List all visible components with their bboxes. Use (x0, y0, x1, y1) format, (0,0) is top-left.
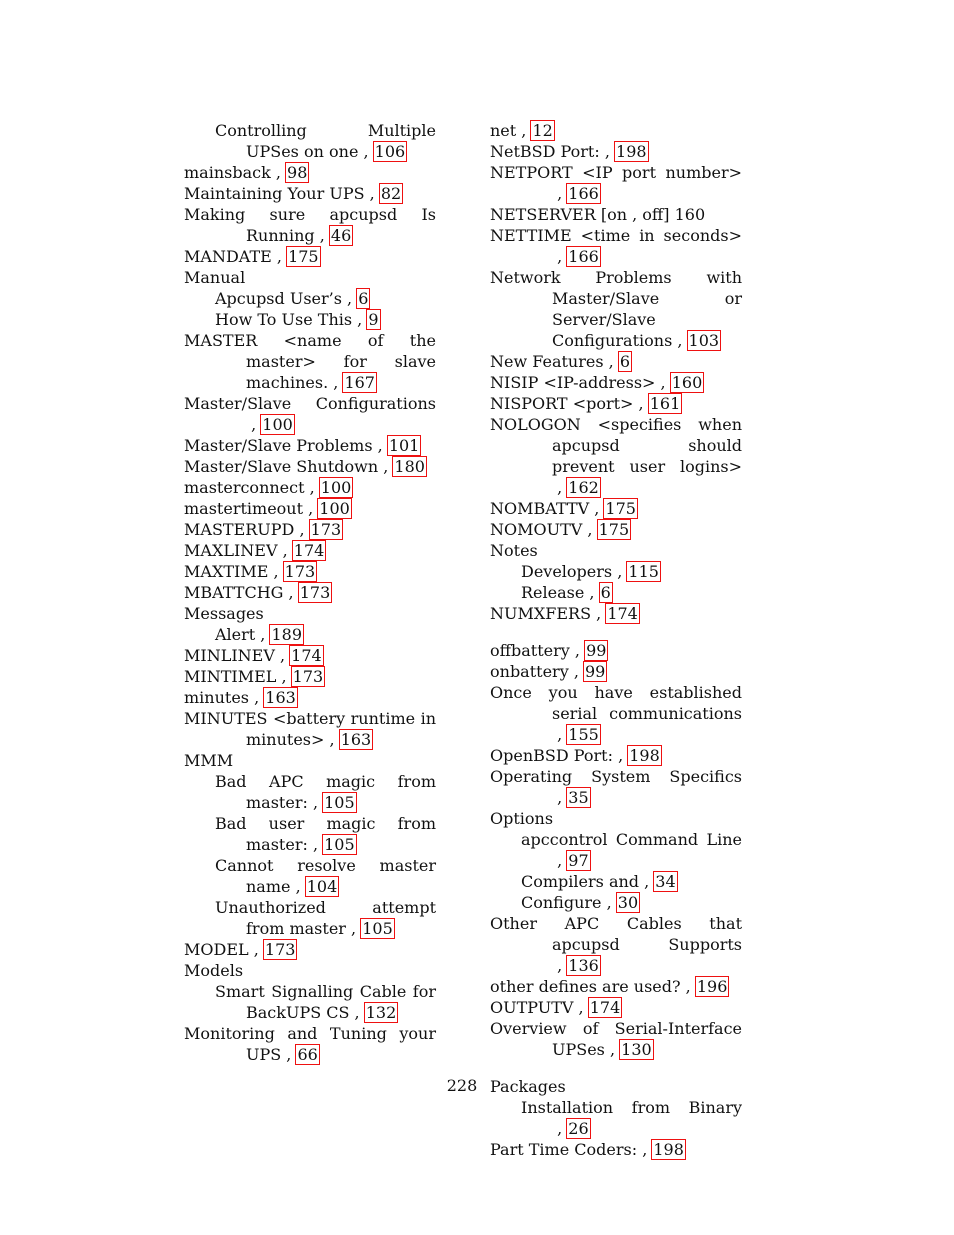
page-ref-link[interactable]: 174 (589, 998, 621, 1017)
index-entry-release (490, 582, 742, 603)
index-entry-how-to-use-this (184, 309, 436, 330)
index-entry-part-time-coders (490, 1139, 742, 1160)
page-ref-link[interactable]: 198 (629, 746, 660, 765)
index-entry-offbattery (490, 640, 742, 661)
index-term: Manual (184, 268, 246, 287)
index-term: MAXLINEV (184, 541, 278, 560)
page-ref-link[interactable]: 166 (568, 247, 599, 266)
page-ref-link[interactable]: 198 (616, 142, 647, 161)
ref-separator: , (655, 373, 671, 392)
index-term: Other APC Cables that apcupsd Supports (490, 914, 742, 954)
ref-separator: , (604, 1040, 621, 1059)
ref-separator: , (349, 1003, 365, 1022)
index-entry-smart-signalling-cable-for-backups-cs (184, 981, 436, 1023)
index-entry-numxfers (490, 603, 742, 624)
index-entry-monitoring-and-tuning-your-ups (184, 1023, 436, 1065)
index-entry-master-slave-configurations (184, 393, 436, 435)
index-term: MINTIMEL (184, 667, 277, 686)
page-ref-link[interactable]: 132 (365, 1003, 397, 1022)
ref-separator: , (358, 142, 374, 161)
page-ref-link[interactable]: 105 (362, 919, 393, 938)
index-term: Overview of Serial-Interface UPSes (490, 1019, 742, 1059)
ref-separator: , (612, 562, 628, 581)
page-ref-link[interactable]: 66 (297, 1045, 318, 1064)
ref-separator: , (552, 788, 568, 807)
ref-separator: , (569, 641, 586, 660)
page-ref-link[interactable]: 173 (264, 940, 296, 959)
index-term: NETPORT <IP port number> (490, 163, 742, 182)
index-term: Master/Slave Shutdown (184, 457, 379, 476)
index-term: Apcupsd User’s (215, 289, 342, 308)
ref-separator: , (268, 562, 284, 581)
page-ref-link[interactable]: 103 (688, 331, 720, 350)
page-ref-link[interactable]: 105 (324, 835, 355, 854)
page-ref-link[interactable]: 12 (532, 121, 553, 140)
ref-separator: , (552, 478, 568, 497)
index-term: MINLINEV (184, 646, 275, 665)
ref-separator: , (591, 604, 607, 623)
ref-separator: , (276, 667, 292, 686)
index-term: NOMBATTV (490, 499, 590, 518)
index-entry-netbsd-port (490, 141, 742, 162)
index-entry-nettime-time-in-seconds (490, 225, 742, 267)
page-ref-link[interactable]: 82 (380, 184, 402, 203)
page-ref-link[interactable]: 189 (271, 625, 303, 644)
index-term: MMM (184, 751, 234, 770)
page-ref-link[interactable]: 30 (617, 893, 639, 912)
page-ref-link[interactable]: 106 (374, 142, 406, 161)
page-ref-link[interactable]: 162 (568, 478, 599, 497)
index-term: MANDATE (184, 247, 272, 266)
index-term: Cannot resolve master name (215, 856, 436, 896)
ref-separator: , (271, 247, 288, 266)
index-term: mastertimeout (184, 499, 304, 518)
ref-separator: , (274, 646, 291, 665)
page-ref-link[interactable]: 46 (330, 226, 352, 245)
index-entry-maxlinev (184, 540, 436, 561)
index-term: apccontrol Command Line (521, 830, 742, 849)
index-entry-mintimel (184, 666, 436, 687)
ref-separator: , (307, 793, 324, 812)
index-entry-other-defines-are-used (490, 976, 742, 997)
ref-separator: , (599, 142, 616, 161)
page-ref-link[interactable]: 99 (585, 662, 606, 681)
index-entry-minlinev (184, 645, 436, 666)
page-ref-link[interactable]: 173 (292, 667, 324, 686)
index-entry-alert (184, 624, 436, 645)
index-term: MASTER <name of the master> for slave machines. (184, 331, 436, 392)
index-term: Configure (521, 893, 602, 912)
index-entry-developers (490, 561, 742, 582)
index-term: offbattery (490, 641, 570, 660)
page-ref-link[interactable]: 97 (568, 851, 589, 870)
index-entry-master-slave-problems (184, 435, 436, 456)
ref-separator: , (304, 478, 320, 497)
page-ref-link[interactable]: 174 (607, 604, 638, 623)
index-term: NISPORT <port> (490, 394, 634, 413)
index-column-right (490, 120, 742, 1160)
index-term: Release (521, 583, 585, 602)
index-term: minutes (184, 688, 250, 707)
page-ref-link[interactable]: 174 (293, 541, 325, 560)
page-ref-link[interactable]: 115 (628, 562, 659, 581)
index-term: Alert (215, 625, 256, 644)
page-ref-link[interactable]: 175 (288, 247, 319, 266)
index-term: Bad APC magic from master: (215, 772, 436, 812)
index-term: net (490, 121, 517, 140)
ref-separator: , (552, 851, 568, 870)
index-term: Controlling Multiple UPSes on one (215, 121, 436, 161)
index-entry-master-name-of-the-master-for-slave-mach (184, 330, 436, 393)
index-entry-net (490, 120, 742, 141)
index-entry-new-features (490, 351, 742, 372)
index-column-left (184, 120, 436, 1065)
index-term: NOMOUTV (490, 520, 583, 539)
ref-separator: , (582, 520, 598, 539)
index-entry-bad-apc-magic-from-master (184, 771, 436, 813)
ref-separator: , (249, 688, 265, 707)
ref-separator: , (328, 373, 344, 392)
index-term: Maintaining Your UPS (184, 184, 365, 203)
index-term: NETSERVER [on , off] 160 (490, 205, 706, 224)
ref-separator: , (552, 1119, 568, 1138)
index-term: How To Use This (215, 310, 353, 329)
index-term: MINUTES <battery runtime in minutes> (184, 709, 436, 749)
index-term: NETTIME <time in seconds> (490, 226, 742, 245)
index-term: Part Time Coders: (490, 1140, 638, 1159)
index-entry-mainsback (184, 162, 436, 183)
index-term: Developers (521, 562, 613, 581)
ref-separator: , (378, 457, 394, 476)
page-ref-link[interactable]: 161 (649, 394, 681, 413)
ref-separator: , (364, 184, 380, 203)
index-entry-nomoutv (490, 519, 742, 540)
ref-separator: , (589, 499, 605, 518)
ref-separator: , (552, 725, 568, 744)
ref-separator: , (341, 289, 358, 308)
index-entry-overview-of-serial-interface-upses (490, 1018, 742, 1060)
page-ref-link[interactable]: 175 (598, 520, 630, 539)
index-entry-masterupd (184, 519, 436, 540)
index-entry-apcupsd-user-s (184, 288, 436, 309)
page-ref-link[interactable]: 130 (621, 1040, 652, 1059)
index-term: Once you have established serial communications (490, 683, 742, 723)
index-entry-manual (184, 267, 436, 288)
page-ref-link[interactable]: 163 (265, 688, 296, 707)
ref-separator: , (246, 415, 262, 434)
index-entry-minutes-battery-runtime-in-minutes (184, 708, 436, 750)
page-ref-link[interactable]: 9 (368, 310, 379, 329)
page-ref-link[interactable]: 6 (358, 289, 369, 308)
ref-separator: , (277, 541, 293, 560)
ref-separator: , (573, 998, 589, 1017)
ref-separator: , (672, 331, 688, 350)
index-term: Monitoring and Tuning your UPS (184, 1024, 436, 1064)
ref-separator: , (270, 163, 287, 182)
ref-separator: , (307, 835, 324, 854)
index-entry-mbattchg (184, 582, 436, 603)
ref-separator: , (290, 877, 306, 896)
index-term: New Features (490, 352, 604, 371)
index-entry-unauthorized-attempt-from-master (184, 897, 436, 939)
index-entry-minutes (184, 687, 436, 708)
index-entry-nologon-specifies-when-apcupsd-should-pr (490, 414, 742, 498)
index-entry-nombattv (490, 498, 742, 519)
index-term: Master/Slave Configurations (184, 394, 436, 413)
ref-separator: , (552, 184, 568, 203)
index-entry-cannot-resolve-master-name (184, 855, 436, 897)
ref-separator: , (345, 919, 362, 938)
ref-separator: , (639, 872, 655, 891)
page-ref-link[interactable]: 98 (287, 163, 308, 182)
index-entry-model (184, 939, 436, 960)
page-ref-link[interactable]: 175 (605, 499, 636, 518)
ref-separator: , (372, 436, 388, 455)
page-ref-link[interactable]: 6 (619, 352, 630, 371)
index-term: Messages (184, 604, 264, 623)
ref-separator: , (637, 1140, 653, 1159)
index-entry-master-slave-shutdown (184, 456, 436, 477)
index-term: Smart Signalling Cable for BackUPS CS (215, 982, 436, 1022)
ref-separator: , (680, 977, 696, 996)
index-term: Unauthorized attempt from master (215, 898, 436, 938)
index-term: Notes (490, 541, 538, 560)
index-term: onbattery (490, 662, 569, 681)
index-term: NISIP <IP-address> (490, 373, 656, 392)
index-term: Master/Slave Problems (184, 436, 373, 455)
index-term: Compilers and (521, 872, 640, 891)
index-term: NetBSD Port: (490, 142, 600, 161)
page-ref-link[interactable]: 180 (394, 457, 425, 476)
page-ref-link[interactable]: 6 (600, 583, 611, 602)
index-term: Models (184, 961, 244, 980)
ref-separator: , (255, 625, 271, 644)
index-term: other defines are used? (490, 977, 681, 996)
ref-separator: , (568, 662, 584, 681)
ref-separator: , (612, 746, 629, 765)
index-entry-once-you-have-established-serial-communi (490, 682, 742, 745)
ref-separator: , (516, 121, 532, 140)
ref-separator: , (552, 247, 568, 266)
index-term: MBATTCHG (184, 583, 284, 602)
index-entry-compilers-and (490, 871, 742, 892)
page-ref-link[interactable]: 196 (696, 977, 728, 996)
page-ref-link[interactable]: 100 (262, 415, 293, 434)
index-entry-netserver-on-off-160 (490, 204, 742, 225)
page-number: 228 (446, 1076, 478, 1095)
index-entry-messages (184, 603, 436, 624)
index-entry-other-apc-cables-that-apcupsd-supports (490, 913, 742, 976)
page-ref-link[interactable]: 100 (320, 478, 352, 497)
index-entry-bad-user-magic-from-master (184, 813, 436, 855)
index-term: MODEL (184, 940, 249, 959)
page-ref-link[interactable]: 166 (568, 184, 599, 203)
index-entry-nisport-port (490, 393, 742, 414)
page-ref-link[interactable]: 163 (340, 730, 372, 749)
page-ref-link[interactable]: 100 (319, 499, 350, 518)
index-entry-nisip-ip-address (490, 372, 742, 393)
index-term: Installation from Binary (521, 1098, 742, 1117)
page-ref-link[interactable]: 136 (568, 956, 599, 975)
page-ref-link[interactable]: 198 (653, 1140, 684, 1159)
index-entry-notes (490, 540, 742, 561)
index-entry-masterconnect (184, 477, 436, 498)
index-term: Network Problems with Master/Slave or Server/Slave Configurations (490, 268, 742, 350)
ref-separator: , (314, 226, 330, 245)
page-ref-link[interactable]: 173 (310, 520, 342, 539)
ref-separator: , (633, 394, 649, 413)
page-ref-link[interactable]: 173 (284, 562, 316, 581)
index-entry-maintaining-your-ups (184, 183, 436, 204)
index-entry-controlling-multiple-upses-on-one (184, 120, 436, 162)
ref-separator: , (324, 730, 340, 749)
index-entry-mmm (184, 750, 436, 771)
index-term: masterconnect (184, 478, 305, 497)
index-term: NUMXFERS (490, 604, 592, 623)
index-term: MAXTIME (184, 562, 269, 581)
ref-separator: , (248, 940, 264, 959)
index-entry-installation-from-binary (490, 1097, 742, 1139)
index-term: Packages (490, 1077, 566, 1096)
ref-separator: , (601, 893, 617, 912)
index-entry-maxtime (184, 561, 436, 582)
index-term: NOLOGON <specifies when apcupsd should prevent user logins> (490, 415, 742, 476)
index-term: Making sure apcupsd Is Running (184, 205, 436, 245)
page-ref-link[interactable]: 104 (306, 877, 338, 896)
index-entry-mastertimeout (184, 498, 436, 519)
index-term: Operating System Specifics (490, 767, 742, 786)
page-ref-link[interactable]: 105 (324, 793, 355, 812)
ref-separator: , (283, 583, 299, 602)
ref-separator: , (294, 520, 310, 539)
index-entry-network-problems-with-master-slave-or-se (490, 267, 742, 351)
index-entry-mandate (184, 246, 436, 267)
page-ref-link[interactable]: 101 (388, 436, 420, 455)
index-entry-apccontrol-command-line (490, 829, 742, 871)
ref-separator: , (552, 956, 568, 975)
index-entry-making-sure-apcupsd-is-running (184, 204, 436, 246)
page-ref-link[interactable]: 35 (568, 788, 589, 807)
index-entry-models (184, 960, 436, 981)
index-term: mainsback (184, 163, 271, 182)
page-ref-link[interactable]: 174 (291, 646, 322, 665)
ref-separator: , (352, 310, 368, 329)
ref-separator: , (281, 1045, 297, 1064)
index-entry-onbattery (490, 661, 742, 682)
page-ref-link[interactable]: 155 (568, 725, 599, 744)
index-entry-openbsd-port (490, 745, 742, 766)
ref-separator: , (584, 583, 600, 602)
page-ref-link[interactable]: 167 (344, 373, 375, 392)
index-entry-configure (490, 892, 742, 913)
index-term: OpenBSD Port: (490, 746, 613, 765)
index-entry-options (490, 808, 742, 829)
index-term: Options (490, 809, 554, 828)
index-term: Bad user magic from master: (215, 814, 436, 854)
ref-separator: , (603, 352, 619, 371)
page-ref-link[interactable]: 160 (671, 373, 703, 392)
page-ref-link[interactable]: 173 (299, 583, 331, 602)
index-entry-netport-ip-port-number (490, 162, 742, 204)
index-term: MASTERUPD (184, 520, 295, 539)
page-ref-link[interactable]: 26 (568, 1119, 589, 1138)
page-ref-link[interactable]: 99 (586, 641, 607, 660)
ref-separator: , (303, 499, 319, 518)
index-entry-outputv (490, 997, 742, 1018)
index-entry-operating-system-specifics (490, 766, 742, 808)
index-term: OUTPUTV (490, 998, 574, 1017)
page-ref-link[interactable]: 34 (655, 872, 676, 891)
